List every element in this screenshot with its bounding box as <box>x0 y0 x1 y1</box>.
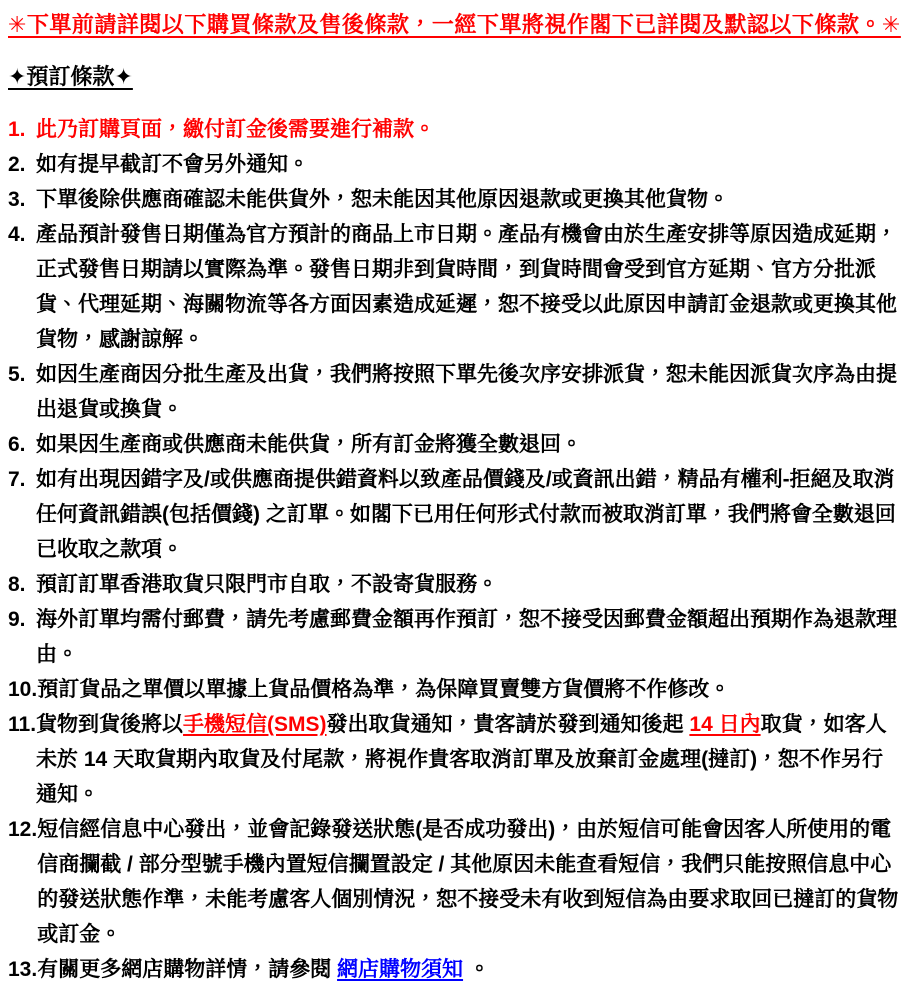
highlighted-term-text: 14 日內 <box>689 713 761 736</box>
term-item <box>8 567 903 602</box>
term-item <box>8 952 903 987</box>
term-number: 5. <box>8 363 26 386</box>
term-item <box>8 217 903 357</box>
term-segment: 如有提早截訂不會另外通知。 <box>36 153 309 176</box>
term-text <box>36 462 903 567</box>
term-segment: 發出取貨通知，貴客請於發到通知後起 <box>326 713 690 736</box>
term-item <box>8 672 903 707</box>
term-number: 11. <box>8 713 37 736</box>
term-segment: 貨物到貨後將以 <box>36 713 184 736</box>
term-number: 4. <box>8 223 26 246</box>
term-text <box>37 952 903 987</box>
term-segment: 取貨，如客人未於 14 天取貨期內取貨及付尾款，將視作貴客取消訂單及放棄訂金處理(撻訂)，恕不作另行通知。 <box>36 713 887 806</box>
term-text <box>37 672 903 707</box>
term-item <box>8 357 903 427</box>
term-number: 7. <box>8 468 26 491</box>
term-number: 1. <box>8 118 26 141</box>
preorder-terms-title: ✦預訂條款✦ <box>8 64 133 89</box>
term-item <box>8 112 903 147</box>
term-segment: 下單後除供應商確認未能供貨外，恕未能因其他原因退款或更換其他貨物。 <box>36 188 729 211</box>
term-segment: 海外訂單均需付郵費，請先考慮郵費金額再作預訂，恕不接受因郵費金額超出預期作為退款理由。 <box>36 608 897 666</box>
term-text <box>36 147 903 182</box>
term-segment: 產品預計發售日期僅為官方預計的商品上市日期。產品有機會由於生產安排等原因造成延期，正式發售日期請以實際為準。發售日期非到貨時間，到貨時間會受到官方延期、官方分批派貨、代理延期、海關物流等各方面因素造成延遲，恕不接受以此原因申請訂金退款或更換其他貨物，感謝諒解。 <box>36 223 897 351</box>
term-segment: 預訂訂單香港取貨只限門市自取，不設寄貨服務。 <box>36 573 498 596</box>
term-number: 6. <box>8 433 26 456</box>
term-item <box>8 812 903 952</box>
highlighted-term-text: 手機短信(SMS) <box>183 713 327 736</box>
term-segment: 此乃訂購頁面，繳付訂金後需要進行補款。 <box>36 118 435 141</box>
term-item <box>8 147 903 182</box>
term-number: 12. <box>8 818 38 841</box>
term-text <box>36 707 903 812</box>
term-segment: 。 <box>463 958 490 981</box>
term-item <box>8 427 903 462</box>
term-text <box>36 182 903 217</box>
term-text <box>36 427 903 462</box>
term-text <box>36 567 903 602</box>
term-segment: 如有出現因錯字及/或供應商提供錯資料以致產品價錢及/或資訊出錯，精品有權利-拒絕及取消任何資訊錯誤(包括價錢) 之訂單。如閣下已用任何形式付款而被取消訂單，我們將會全數退回已收取之款項。 <box>36 468 896 561</box>
term-item <box>8 182 903 217</box>
term-number: 10. <box>8 678 38 701</box>
term-text <box>36 217 903 357</box>
term-item <box>8 462 903 567</box>
term-text <box>36 602 903 672</box>
term-segment: 如果因生產商或供應商未能供貨，所有訂金將獲全數退回。 <box>36 433 582 456</box>
store-shopping-guide-link[interactable]: 網店購物須知 <box>337 958 464 981</box>
term-item <box>8 707 903 812</box>
term-number: 3. <box>8 188 26 211</box>
term-number: 13. <box>8 958 38 981</box>
term-segment: 有關更多網店購物詳情，請參閱 <box>37 958 338 981</box>
term-number: 8. <box>8 573 26 596</box>
term-text <box>37 812 903 952</box>
term-text <box>36 357 903 427</box>
term-segment: 短信經信息中心發出，並會記錄發送狀態(是否成功發出)，由於短信可能會因客人所使用的電信商攔截 / 部分型號手機內置短信攔置設定 / 其他原因未能查看短信，我們只能按照信息中心的發送狀態作準，未能考慮客人個別情況，恕不接受未有收到短信為由要求取回已撻訂的貨物或訂金。 <box>37 818 899 946</box>
terms-list <box>8 112 903 987</box>
term-segment: 如因生產商因分批生產及出貨，我們將按照下單先後次序安排派貨，恕未能因派貨次序為由提出退貨或換貨。 <box>36 363 897 421</box>
term-segment: 預訂貨品之單價以單據上貨品價格為準，為保障買賣雙方貨價將不作修改。 <box>37 678 731 701</box>
term-item <box>8 602 903 672</box>
term-number: 9. <box>8 608 26 631</box>
purchase-warning-header: ✳下單前請詳閱以下購買條款及售後條款，一經下單將視作閣下已詳閱及默認以下條款。✳ <box>8 12 901 37</box>
term-text <box>36 112 903 147</box>
term-number: 2. <box>8 153 26 176</box>
